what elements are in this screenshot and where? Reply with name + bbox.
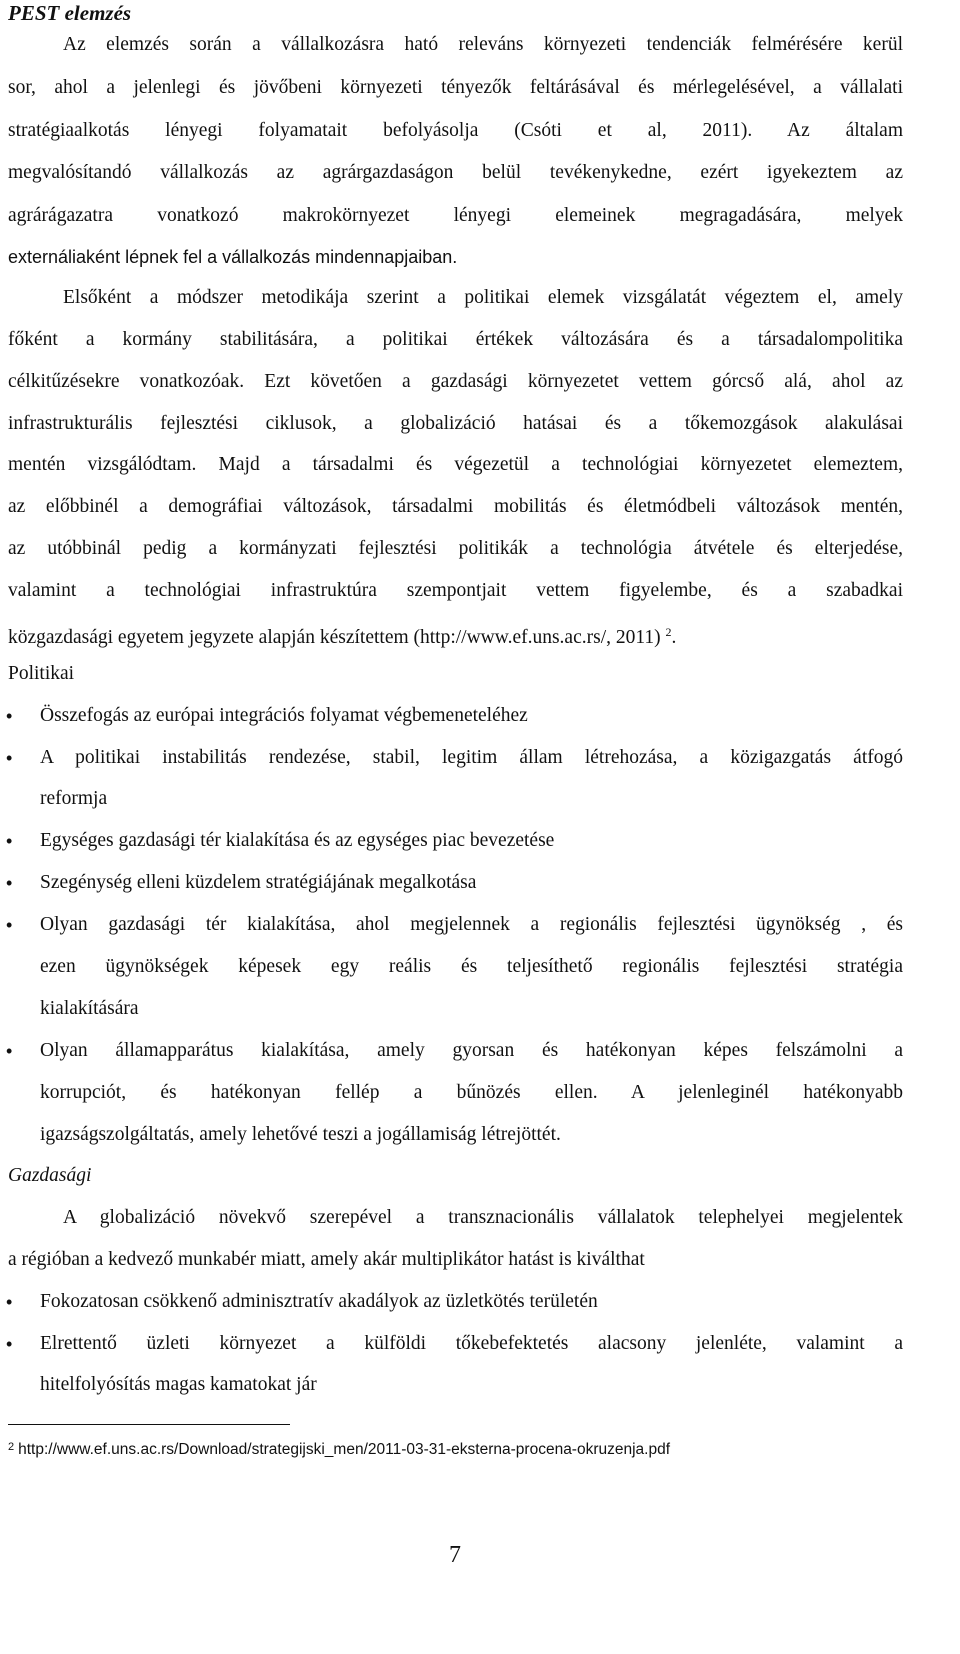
method-line: Elsőként a módszer metodikája szerint a politikai elemek vizsgálatát végeztem el, amely (63, 287, 903, 308)
bullet-icon: • (6, 831, 13, 851)
method-line: infrastrukturális fejlesztési ciklusok, a globalizáció hatásai és a tőkemozgások alakulásai (8, 413, 903, 434)
method-line-end: . (671, 627, 677, 648)
list-item: Olyan államapparátus kialakítása, amely gyorsan és hatékonyan képes felszámolni a (40, 1040, 903, 1061)
list-item: A politikai instabilitás rendezése, stabil, legitim állam létrehozása, a közigazgatás átfogó (40, 747, 903, 768)
bullet-icon: • (6, 1334, 13, 1354)
heading-gazdasagi: Gazdasági (8, 1165, 92, 1186)
footnote-reference[interactable]: 2 (665, 625, 672, 639)
method-line: az utóbbinál pedig a kormányzati fejlesztési politikák a technológia átvétele és elterjedése, (8, 538, 903, 559)
method-line-last (8, 619, 903, 648)
bullet-icon: • (6, 748, 13, 768)
list-item: Szegénység elleni küzdelem stratégiájának megalkotása (40, 872, 477, 893)
bullet-icon: • (6, 706, 13, 726)
footnote (8, 1436, 670, 1461)
intro-line: Az elemzés során a vállalkozásra ható releváns környezeti tendenciák felmérésére kerül (63, 34, 903, 55)
list-item: Összefogás az európai integrációs folyamat végbemeneteléhez (40, 705, 528, 726)
bullet-icon: • (6, 1041, 13, 1061)
list-item-continuation: reformja (40, 788, 108, 809)
list-item-continuation: ezen ügynökségek képesek egy reális és teljesíthető regionális fejlesztési stratégia (40, 956, 903, 977)
list-item-continuation: hitelfolyósítás magas kamatokat jár (40, 1374, 317, 1395)
intro-line: externáliaként lépnek fel a vállalkozás mindennapjaiban. (8, 247, 458, 267)
heading-politikai: Politikai (8, 663, 75, 684)
page-number: 7 (449, 1542, 461, 1568)
footnote-link[interactable]: http://www.ef.uns.ac.rs/Download/strategijski_men/2011-03-31-eksterna-procena-okruzenja.pdf (18, 1441, 671, 1458)
bullet-icon: • (6, 1292, 13, 1312)
method-line-text: közgazdasági egyetem jegyzete alapján készítettem (http://www.ef.uns.ac.rs/, 2011) (8, 627, 661, 648)
footnote-mark: 2 (8, 1441, 15, 1453)
method-line: célkitűzésekre vonatkozóak. Ezt követően a gazdasági környezetet vettem górcső alá, ahol az (8, 371, 903, 392)
bullet-icon: • (6, 873, 13, 893)
bullet-icon: • (6, 915, 13, 935)
method-line: az előbbinél a demográfiai változások, társadalmi mobilitás és életmódbeli változások mentén, (8, 496, 903, 517)
method-line: valamint a technológiai infrastruktúra szempontjait vettem figyelembe, és a szabadkai (8, 580, 903, 601)
intro-line: sor, ahol a jelenlegi és jövőbeni környezeti tényezők feltárásával és mérlegelésével, a vállalati (8, 77, 903, 98)
list-item: Olyan gazdasági tér kialakítása, ahol megjelennek a regionális fejlesztési ügynökség , és (40, 914, 903, 935)
list-item: Elrettentő üzleti környezet a külföldi tőkebefektetés alacsony jelenléte, valamint a (40, 1333, 903, 1354)
list-item-continuation: kialakítására (40, 998, 139, 1019)
method-line: mentén vizsgálódtam. Majd a társadalmi és végezetül a technológiai környezetet elemeztem, (8, 454, 903, 475)
gazdasagi-intro-line: A globalizáció növekvő szerepével a transznacionális vállalatok telephelyei megjelentek (63, 1207, 903, 1228)
method-line: főként a kormány stabilitására, a politikai értékek változására és a társadalompolitika (8, 329, 903, 350)
list-item: Fokozatosan csökkenő adminisztratív akadályok az üzletkötés területén (40, 1291, 598, 1312)
gazdasagi-intro-line: a régióban a kedvező munkabér miatt, amely akár multiplikátor hatást is kiválthat (8, 1249, 645, 1270)
intro-line: stratégiaalkotás lényegi folyamatait befolyásolja (Csóti et al, 2011). Az általam (8, 120, 903, 141)
list-item: Egységes gazdasági tér kialakítása és az egységes piac bevezetése (40, 830, 555, 851)
list-item-continuation: korrupciót, és hatékonyan fellép a bűnözés ellen. A jelenleginél hatékonyabb (40, 1082, 903, 1103)
section-title: PEST elemzés (8, 1, 132, 25)
list-item-continuation: igazságszolgáltatás, amely lehetővé teszi a jogállamiság létrejöttét. (40, 1124, 561, 1145)
intro-line: agrárágazatra vonatkozó makrokörnyezet lényegi elemeinek megragadására, melyek (8, 205, 903, 226)
footnote-separator (8, 1424, 290, 1425)
intro-line: megvalósítandó vállalkozás az agrárgazdaságon belül tevékenykedne, ezért igyekeztem az (8, 162, 903, 183)
